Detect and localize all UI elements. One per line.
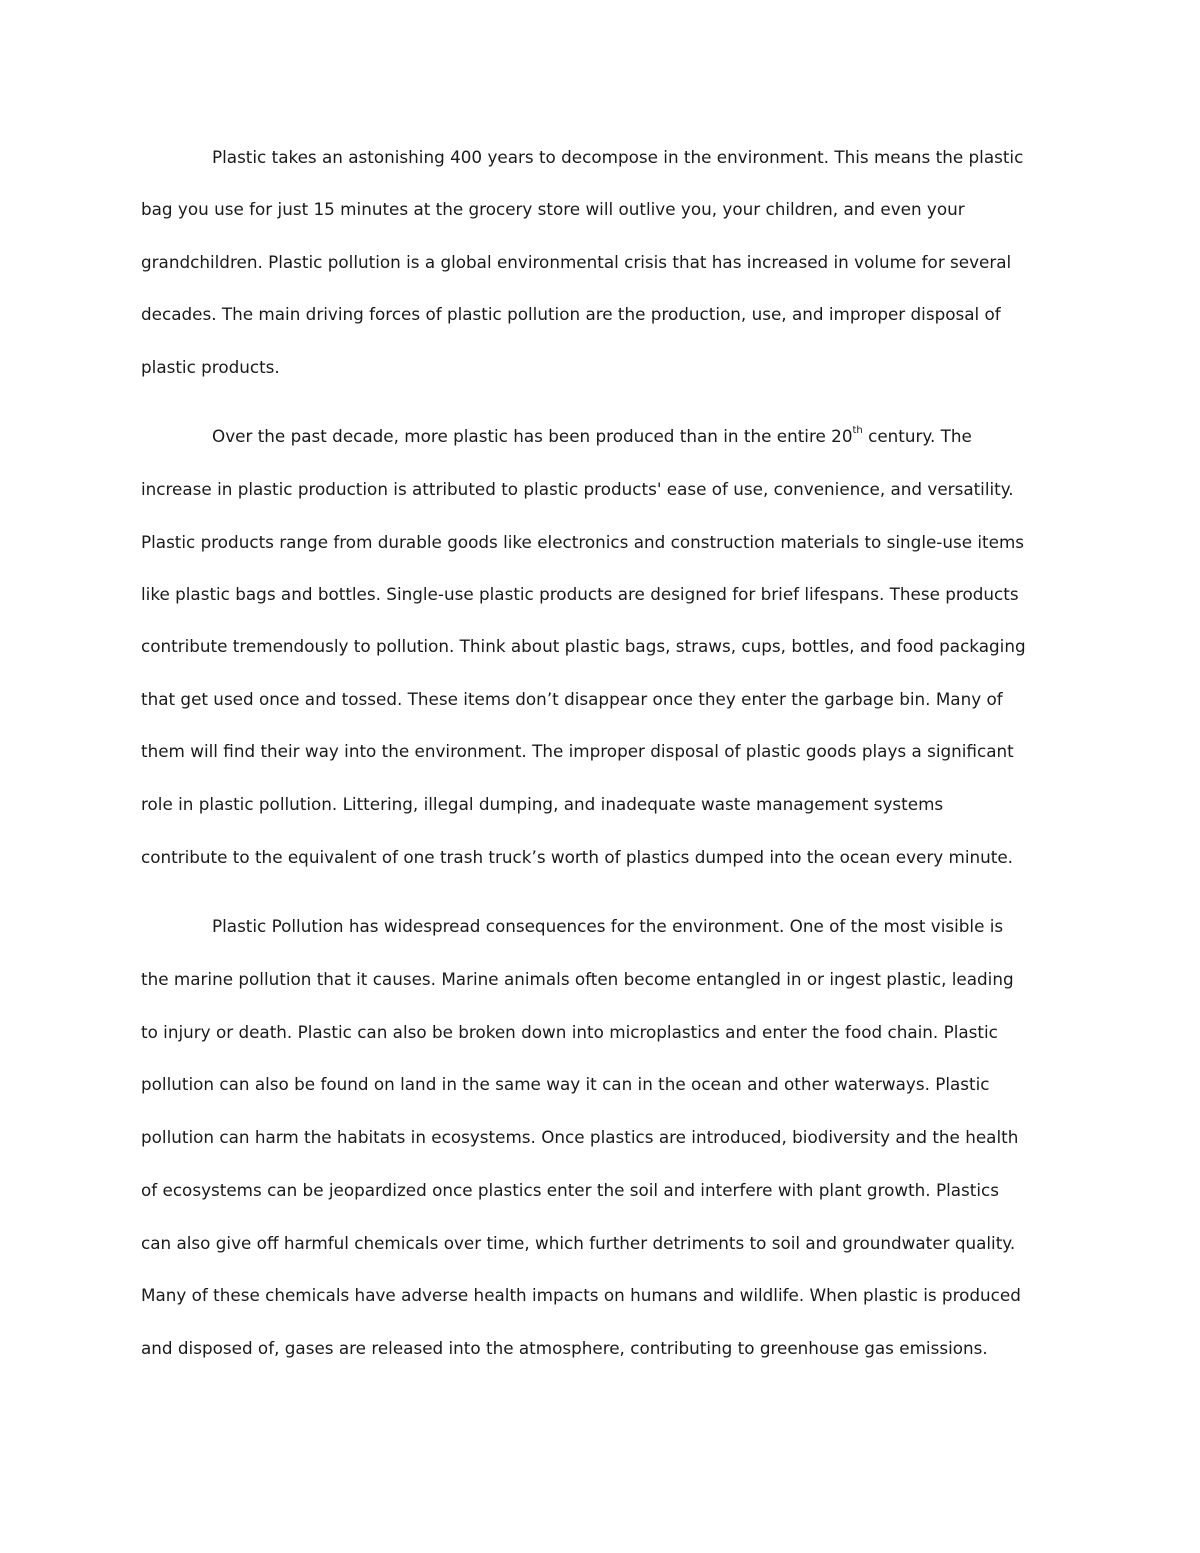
- ordinal-superscript: th: [852, 425, 863, 437]
- paragraph-2-line-4: like plastic bags and bottles. Single-use plastic products are designed for brief lifespans. These products: [141, 584, 1019, 604]
- paragraph-2-line-1-text: Over the past decade, more plastic has been produced than in the entire 20: [212, 426, 853, 446]
- paragraph-3-line-3: to injury or death. Plastic can also be broken down into microplastics and enter the food chain. Plastic: [141, 1022, 998, 1042]
- paragraph-1-line-5: plastic products.: [141, 357, 280, 377]
- paragraph-2-line-1: [212, 424, 972, 448]
- paragraph-1-line-1: Plastic takes an astonishing 400 years to decompose in the environment. This means the plastic: [212, 147, 1024, 167]
- paragraph-2-line-9: contribute to the equivalent of one trash truck’s worth of plastics dumped into the ocean every minute.: [141, 847, 1014, 867]
- paragraph-3-line-2: the marine pollution that it causes. Marine animals often become entangled in or ingest plastic, leading: [141, 969, 1014, 989]
- paragraph-2-line-6: that get used once and tossed. These items don’t disappear once they enter the garbage bin. Many of: [141, 689, 1003, 709]
- paragraph-1-line-2: bag you use for just 15 minutes at the grocery store will outlive you, your children, and even your: [141, 199, 965, 219]
- paragraph-3-line-8: Many of these chemicals have adverse health impacts on humans and wildlife. When plastic is produced: [141, 1285, 1021, 1305]
- paragraph-2-line-8: role in plastic pollution. Littering, illegal dumping, and inadequate waste management systems: [141, 794, 944, 814]
- paragraph-1-line-4: decades. The main driving forces of plastic pollution are the production, use, and improper disposal of: [141, 304, 1001, 324]
- paragraph-2-line-7: them will find their way into the environment. The improper disposal of plastic goods plays a significant: [141, 741, 1014, 761]
- paragraph-3-line-1: Plastic Pollution has widespread consequences for the environment. One of the most visible is: [212, 916, 1004, 936]
- paragraph-3-line-9: and disposed of, gases are released into the atmosphere, contributing to greenhouse gas emissions.: [141, 1338, 988, 1358]
- paragraph-2-line-5: contribute tremendously to pollution. Think about plastic bags, straws, cups, bottles, and food packaging: [141, 636, 1026, 656]
- paragraph-3-line-5: pollution can harm the habitats in ecosystems. Once plastics are introduced, biodiversity and the health: [141, 1127, 1019, 1147]
- paragraph-3-line-7: can also give off harmful chemicals over time, which further detriments to soil and groundwater quality.: [141, 1233, 1016, 1253]
- paragraph-1-line-3: grandchildren. Plastic pollution is a global environmental crisis that has increased in volume for several: [141, 252, 1012, 272]
- paragraph-2-line-2: increase in plastic production is attributed to plastic products' ease of use, convenience, and versatility.: [141, 479, 1014, 499]
- paragraph-3-line-4: pollution can also be found on land in the same way it can in the ocean and other waterways. Plastic: [141, 1074, 990, 1094]
- paragraph-2-line-3: Plastic products range from durable goods like electronics and construction materials to single-use items: [141, 532, 1025, 552]
- paragraph-3-line-6: of ecosystems can be jeopardized once plastics enter the soil and interfere with plant growth. Plastics: [141, 1180, 999, 1200]
- paragraph-2-line-1-text-end: century. The: [862, 426, 972, 446]
